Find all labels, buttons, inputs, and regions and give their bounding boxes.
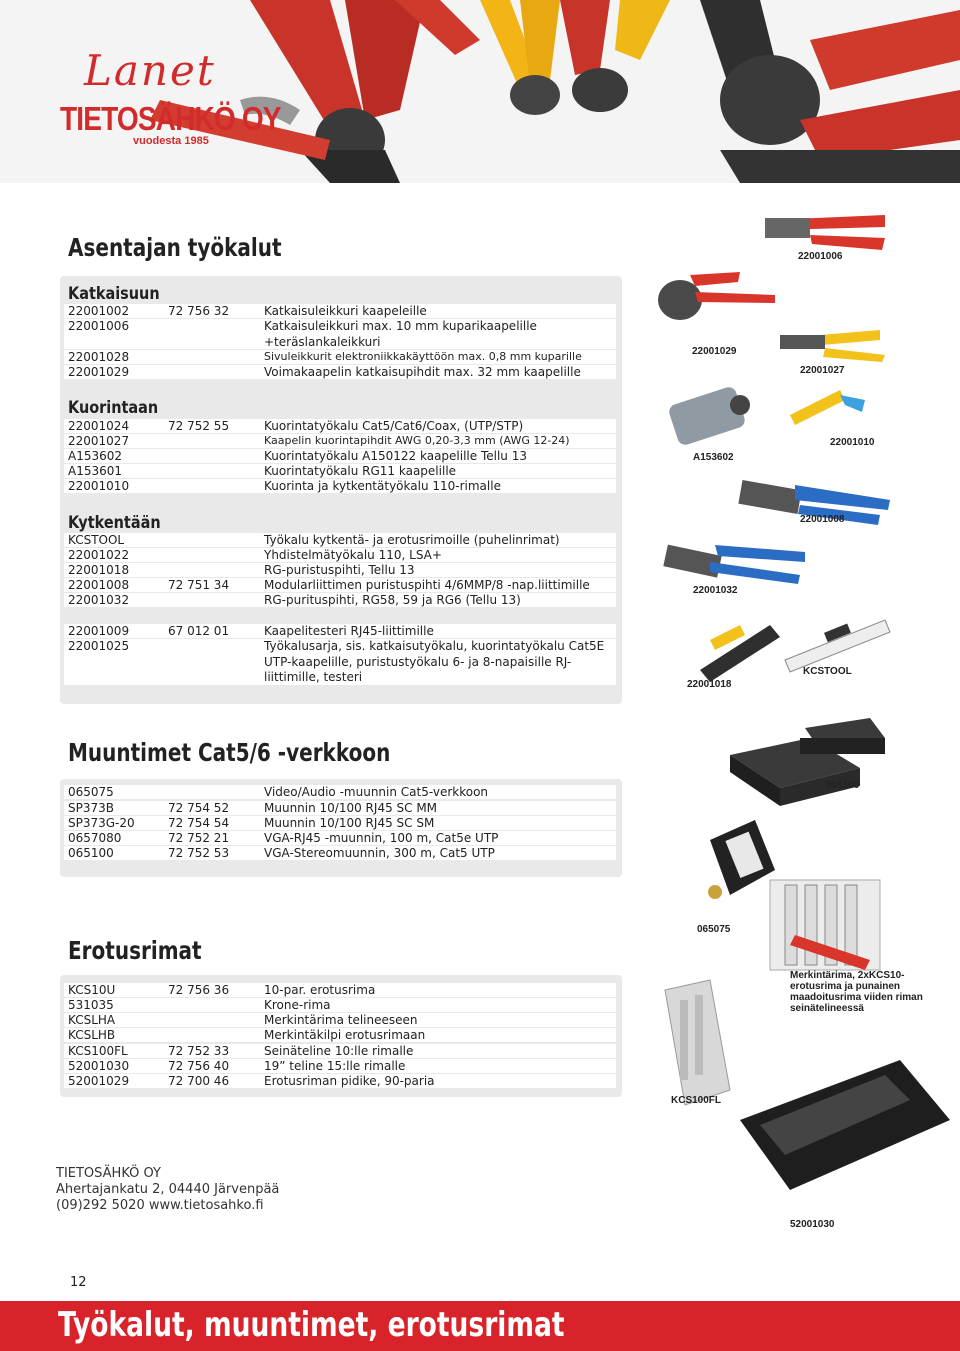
tools-product-images — [640, 200, 960, 720]
kcstool-image — [785, 620, 890, 672]
image-label: 065100 — [826, 780, 860, 791]
table-row: 22001010 Kuorinta ja kytkentätyökalu 110-rimalle — [64, 479, 616, 493]
section-title-strips: Erotusrimat — [68, 936, 202, 965]
table-row: 22001022 Yhdistelmätyökalu 110, LSA+ — [64, 548, 616, 562]
converter-065100-image — [730, 718, 885, 806]
stripper-22001027-image — [780, 330, 885, 362]
table-row: 22001028 Sivuleikkurit elektroniikkakäyttöön max. 0,8 mm kuparille — [64, 350, 616, 364]
table-row: 0657080 72 752 21 VGA-RJ45 -muunnin, 100 m, Cat5e UTP — [64, 831, 616, 845]
company-address: Ahertajankatu 2, 04440 Järvenpää — [56, 1182, 280, 1197]
stripper-22001006-image — [765, 215, 885, 250]
tools-panel — [60, 276, 622, 704]
page-number: 12 — [70, 1275, 87, 1290]
image-label: 22001032 — [693, 585, 738, 596]
image-label: 22001008 — [800, 514, 845, 525]
image-label: A153602 — [693, 452, 734, 463]
image-label: KCS100FL — [671, 1095, 722, 1106]
table-row: KCSLHB Merkintäkilpi erotusrimaan — [64, 1028, 616, 1042]
table-row: 22001027 Kaapelin kuorintapihdit AWG 0,20-3,3 mm (AWG 12-24) — [64, 434, 616, 448]
group-title-connecting: Kytkentään — [68, 513, 161, 533]
table-row: 22001002 72 756 32 Katkaisuleikkuri kaapeleille — [64, 304, 616, 318]
table-row: KCSLHA Merkintärima telineeseen — [64, 1013, 616, 1027]
punch-tool-22001018-image — [700, 625, 780, 682]
table-row: 22001024 72 752 55 Kuorintatyökalu Cat5/Cat6/Coax, (UTP/STP) — [64, 419, 616, 433]
table-row: 22001008 72 751 34 Modularliittimen puristuspihti 4/6MMP/8 -nap.liittimille — [64, 578, 616, 592]
tool-22001022-image — [790, 390, 865, 425]
cutter-22001029-image — [658, 272, 775, 320]
table-row: SP373G-20 72 754 54 Muunnin 10/100 RJ45 SC SM — [64, 816, 616, 830]
strips-panel — [60, 975, 622, 1097]
table-row: 22001018 RG-puristuspihti, Tellu 13 — [64, 563, 616, 577]
table-row: 22001032 RG-purituspihti, RG58, 59 ja RG6 (Tellu 13) — [64, 593, 616, 607]
table-row: 22001009 67 012 01 Kaapelitesteri RJ45-liittimille — [64, 624, 616, 638]
wall-mount-strips-image — [770, 880, 880, 970]
section-title-converters: Muuntimet Cat5/6 -verkkoon — [68, 738, 391, 767]
image-label: KCSTOOL — [803, 666, 852, 677]
table-row: 22001029 Voimakaapelin katkaisupihdit max. 32 mm kaapelille — [64, 365, 616, 379]
header-banner — [0, 0, 960, 183]
table-row: 065100 72 752 53 VGA-Stereomuunnin, 300 m, Cat5 UTP — [64, 846, 616, 860]
logo-tagline: vuodesta 1985 — [133, 135, 209, 147]
strip-images — [660, 860, 960, 1260]
group-title-stripping: Kuorintaan — [68, 398, 159, 418]
table-row: SP373B 72 754 52 Muunnin 10/100 RJ45 SC MM — [64, 801, 616, 815]
table-row: KCS100FL 72 752 33 Seinäteline 10:lle rimalle — [64, 1044, 616, 1058]
image-label: 065075 — [697, 924, 731, 935]
table-row: 065075 Video/Audio -muunnin Cat5-verkkoon — [64, 785, 616, 799]
table-row: 22001025 Työkalusarja, sis. katkaisutyökalu, kuorintatyökalu Cat5E UTP-kaapelille, puristustyökalu 6- ja 8-napaisille RJ-liittimille, testeri — [64, 639, 616, 685]
image-label: 22001029 — [692, 346, 737, 357]
image-label: 22001018 — [687, 679, 732, 690]
group-title-cutting: Katkaisuun — [68, 284, 160, 304]
section-title-tools: Asentajan työkalut — [68, 233, 282, 262]
image-label: 22001006 — [798, 251, 843, 262]
image-note: Merkintärima, 2xKCS10-erotusrima ja punainen maadoitusrima viiden riman seinätelineessä — [790, 970, 923, 1014]
company-info — [56, 1166, 279, 1214]
kcs100fl-image — [665, 980, 730, 1105]
converters-panel — [60, 779, 622, 877]
table-row: 22001006 Katkaisuleikkuri max. 10 mm kuparikaapelille +teräslankaleikkuri — [64, 319, 616, 349]
stripper-A153602-image — [667, 385, 750, 447]
company-contact: (09)292 5020 www.tietosahko.fi — [56, 1198, 264, 1213]
crimper-22001032-image — [663, 545, 805, 584]
image-label: 22001027 — [800, 365, 845, 376]
table-row: 531035 Krone-rima — [64, 998, 616, 1012]
table-row: 52001030 72 756 40 19” teline 15:lle rimalle — [64, 1059, 616, 1073]
table-row: 52001029 72 700 46 Erotusriman pidike, 90-paria — [64, 1074, 616, 1088]
table-row: A153601 Kuorintatyökalu RG11 kaapelille — [64, 464, 616, 478]
footer-title: Työkalut, muuntimet, erotusrimat — [58, 1305, 565, 1345]
table-row: KCSTOOL Työkalu kytkentä- ja erotusrimoille (puhelinrimat) — [64, 533, 616, 547]
table-row: KCS10U 72 756 36 10-par. erotusrima — [64, 983, 616, 997]
image-label: 22001010 — [830, 437, 875, 448]
rack-52001030-image — [740, 1060, 950, 1190]
company-name: TIETOSÄHKÖ OY — [56, 1166, 161, 1181]
image-label: 52001030 — [790, 1219, 835, 1230]
logo-name: TIETOSÄHKÖ OY — [60, 100, 281, 137]
logo-script: Lanet — [84, 46, 216, 95]
table-row: A153602 Kuorintatyökalu A150122 kaapelille Tellu 13 — [64, 449, 616, 463]
